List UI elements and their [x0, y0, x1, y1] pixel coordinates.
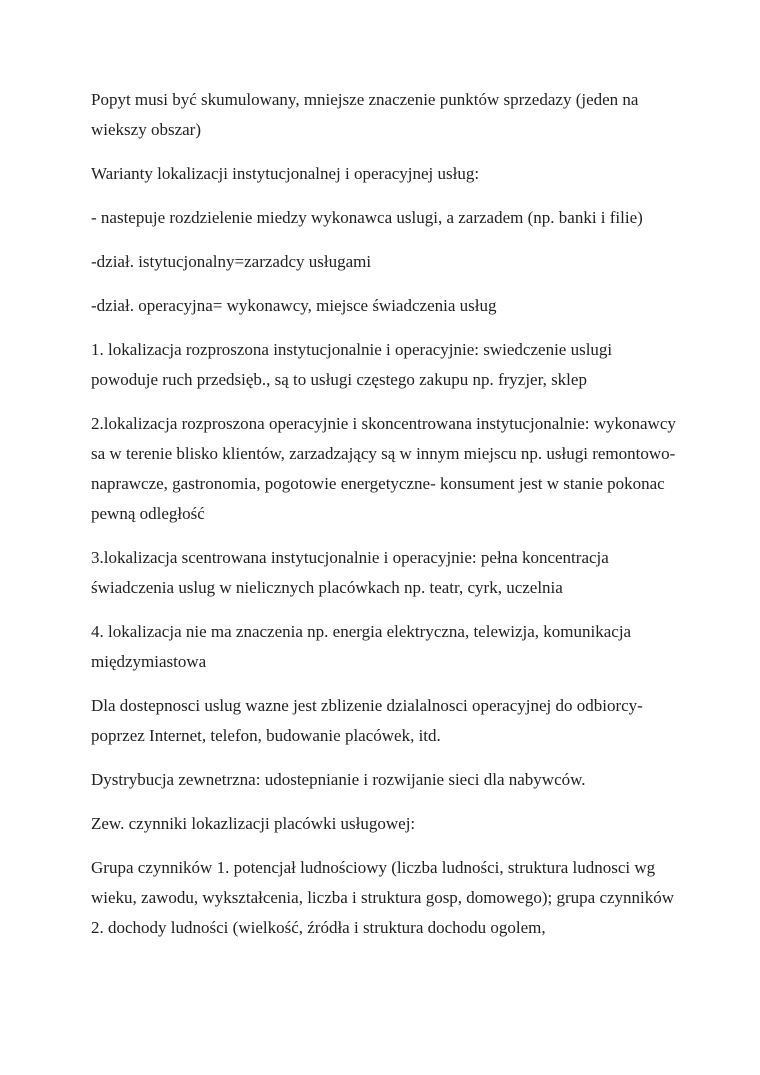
paragraph-variant-3: 3.lokalizacja scentrowana instytucjonalnie i operacyjnie: pełna koncentracja świadczenia uslug w nielicznych placówkach np. teatr, cyrk, uczelnia	[91, 548, 609, 597]
paragraph-institutional-dept: -dział. istytucjonalny=zarzadcy usługami	[91, 252, 372, 271]
paragraph-separation: - nastepuje rozdzielenie miedzy wykonawca uslugi, a zarzadem (np. banki i filie)	[91, 208, 643, 227]
paragraph-operational-dept: -dział. operacyjna= wykonawcy, miejsce świadczenia usług	[91, 296, 497, 315]
paragraph-variant-4: 4. lokalizacja nie ma znaczenia np. energia elektryczna, telewizja, komunikacja międzymiastowa	[91, 622, 632, 671]
paragraph-accessibility: Dla dostepnosci uslug wazne jest zblizenie dzialalnosci operacyjnej do odbiorcy- poprzez Internet, telefon, budowanie placówek, itd.	[91, 696, 643, 745]
paragraph-variants-heading: Warianty lokalizacji instytucjonalnej i operacyjnej usług:	[91, 164, 480, 183]
paragraph-variant-1: 1. lokalizacja rozproszona instytucjonalnie i operacyjnie: swiedczenie uslugi powoduje ruch przedsięb., są to usługi częstego zakupu np. fryzjer, sklep	[91, 340, 613, 389]
paragraph-external-factors: Zew. czynniki lokazlizacji placówki usługowej:	[91, 814, 416, 833]
document-body	[91, 85, 681, 957]
paragraph-variant-2: 2.lokalizacja rozproszona operacyjnie i skoncentrowana instytucjonalnie: wykonawcy sa w terenie blisko klientów, zarzadzający są w innym miejscu np. usługi remontowo-naprawcze, gastronomia, pogotowie energetyczne- konsument jest w stanie pokonac pewną odległość	[91, 414, 676, 523]
paragraph-factor-groups: Grupa czynników 1. potencjał ludnościowy (liczba ludności, struktura ludnosci wg wieku, zawodu, wykształcenia, liczba i struktura gosp, domowego); grupa czynników 2. dochody ludności (wielkość, źródła i struktura dochodu ogolem,	[91, 858, 675, 937]
paragraph-distribution: Dystrybucja zewnetrzna: udostepnianie i rozwijanie sieci dla nabywców.	[91, 770, 586, 789]
paragraph-demand: Popyt musi być skumulowany, mniejsze znaczenie punktów sprzedazy (jeden na wiekszy obszar)	[91, 90, 639, 139]
